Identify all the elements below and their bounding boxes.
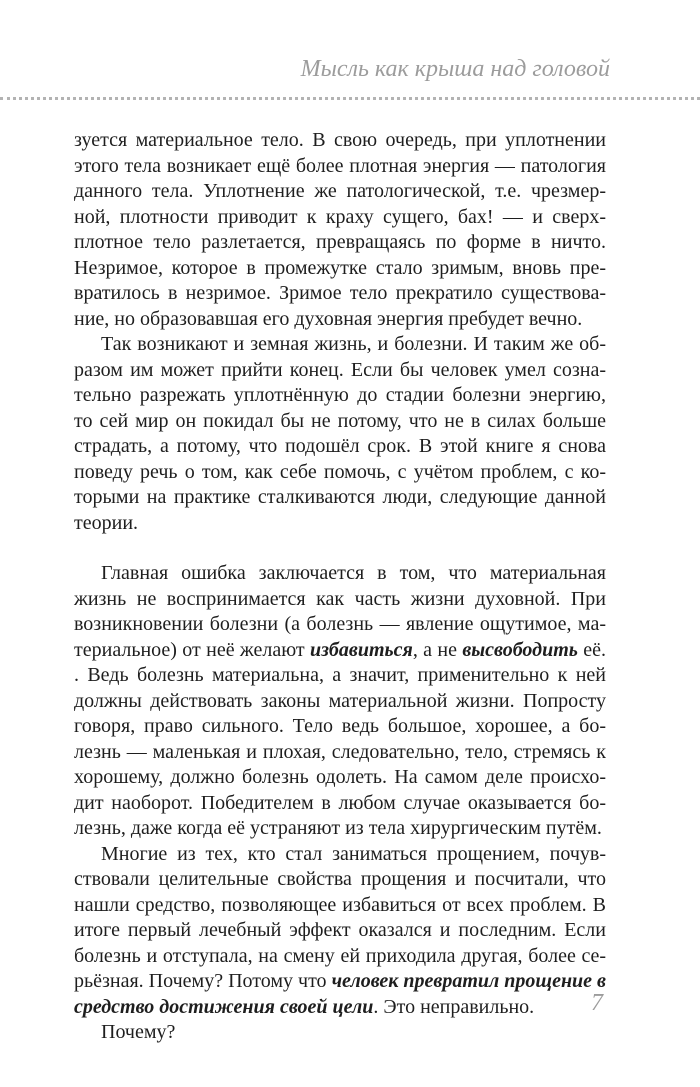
paragraph-1 — [74, 128, 606, 332]
emphasis-vysvobodit: высвободить — [462, 638, 578, 661]
text-run: зуется материальное тело. В свою очередь, при уплотнении этого тела возникает ещё более плотная энергия — патология данного тела. Уплотнение же патологической, т.е. чрезмерной, плотности приводит к краху сущего, бах! — и сверхплотное тело разлетается, превращаясь по форме в ничто. Незримое, которое в промежутке стало зримым, вновь превратилось в незримое. Зримое тело прекратило существование, но образовавшая его духовная энергия пребудет вечно. — [74, 129, 606, 330]
page-number: 7 — [591, 990, 603, 1016]
paragraph-4 — [74, 842, 606, 1021]
emphasis-key-statement: человек превратил прощение в средство достижения своей цели — [74, 970, 606, 1018]
text-run: Так возникают и земная жизнь, и болезни. И таким же образом им может прийти конец. Если бы человек умел сознательно разрежать уплотнённую до стадии болезни энергию, то сей мир он покидал бы не потому, что не в силах больше страдать, а потому, что подошёл срок. В этой книге я снова поведу речь о том, как себе помочь, с учётом проблем, с которыми на практике сталкиваются люди, следующие данной теории. — [74, 333, 606, 534]
text-run: . Это неправильно. — [373, 995, 535, 1018]
text-run: Почему? — [101, 1021, 176, 1043]
text-run: Главная ошибка заключается в том, что материальная жизнь не воспринимается как часть жизни духовной. При возникновении болезни (а болезнь — явление ощутимое, материальное) от неё желают — [74, 562, 606, 661]
emphasis-izbavitsya: избавиться — [309, 638, 413, 661]
running-header: Мысль как крыша над головой — [300, 56, 610, 82]
paragraph-5 — [74, 1020, 606, 1046]
body-text — [74, 128, 606, 1046]
paragraph-2 — [74, 332, 606, 536]
text-run: её. . Ведь болезнь материальна, а значит, применительно к ней должны действовать законы материальной жизни. Попросту говоря, право сильного. Тело ведь большое, хорошее, а болезнь — маленькая и плохая, следовательно, тело, стремясь к хорошему, должно болезнь одолеть. На самом деле происходит наоборот. Победителем в любом случае оказывается болезнь, даже когда её устраняют из тела хирургическим путём. — [74, 638, 606, 839]
paragraph-3 — [74, 561, 606, 842]
text-run: , а не — [412, 638, 463, 661]
text-run: Многие из тех, кто стал заниматься прощением, почувствовали целительные свойства прощения и посчитали, что нашли средство, позволяющее избавиться от всех проблем. В итоге первый лечебный эффект оказался и последним. Если болезнь и отступала, на смену ей приходила другая, более сeрьёзная. Почему? Потому что — [74, 842, 606, 992]
header-dotted-rule — [0, 97, 700, 100]
